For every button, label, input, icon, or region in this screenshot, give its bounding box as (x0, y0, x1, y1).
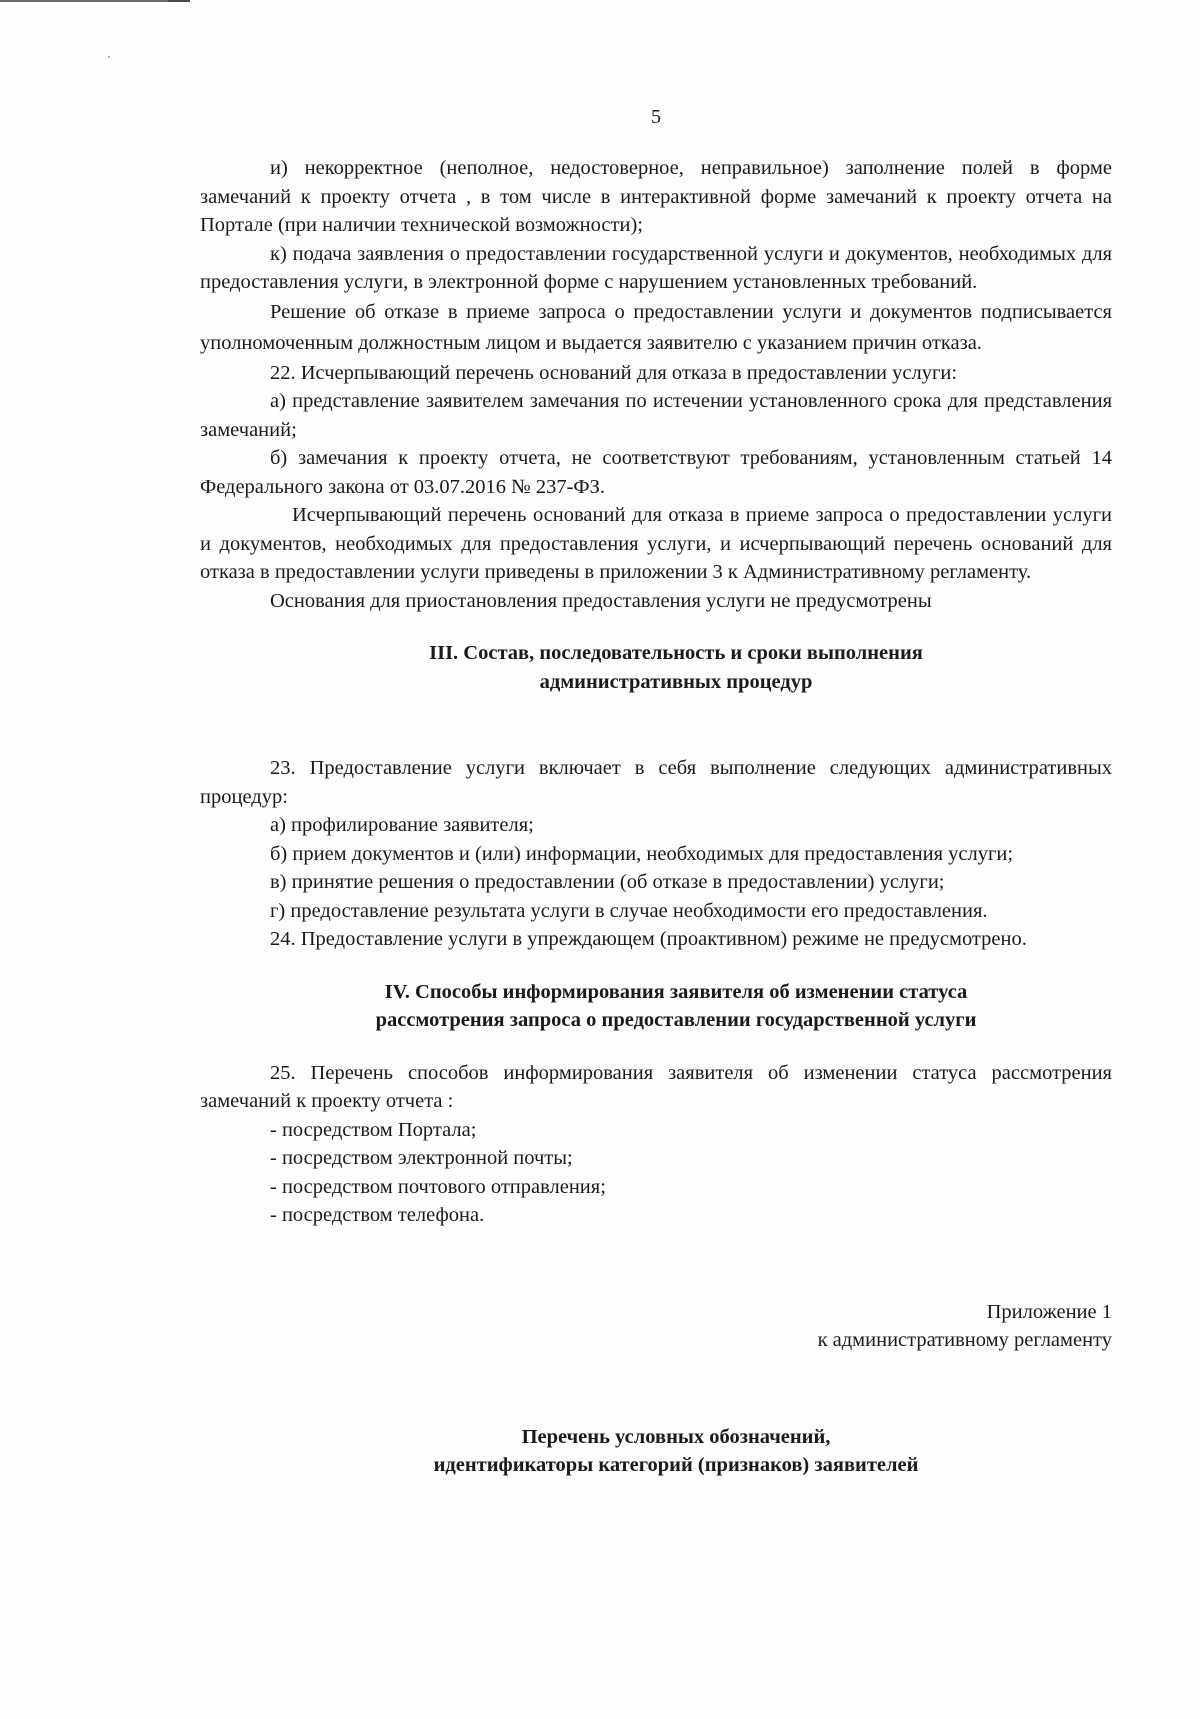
scan-speck (108, 56, 110, 58)
appendix-title-line2: идентификаторы категорий (признаков) заявителей (433, 1454, 919, 1476)
paragraph-22: 22. Исчерпывающий перечень оснований для отказа в предоставлении услуги: (270, 361, 958, 384)
paragraph-23: 23. Предоставление услуги включает в себя выполнение следующих административных процедур: (200, 757, 1112, 808)
paragraph-item-k: к) подача заявления о предоставлении государственной услуги и документов, необходимых для предоставления услуги, в электронной форме с нарушением установленных требований. (200, 242, 1112, 293)
section-3-heading-line1: III. Состав, последовательность и сроки выполнения (429, 642, 923, 664)
paragraph-23-b: б) прием документов и (или) информации, необходимых для предоставления услуги; (270, 842, 1014, 865)
paragraph-22-a: а) представление заявителем замечания по истечении установленного срока для представления замечаний; (200, 390, 1112, 441)
paragraph-23-v: в) принятие решения о предоставлении (об отказе в предоставлении) услуги; (270, 871, 945, 893)
scan-corner-mark (0, 0, 190, 5)
section-3-heading-line2: административных процедур (539, 670, 813, 693)
section-4-heading-line1: IV. Способы информирования заявителя об изменении статуса (384, 980, 968, 1003)
paragraph-suspension: Основания для приостановления предоставления услуги не предусмотрены (270, 589, 932, 612)
page-number: 5 (651, 106, 661, 128)
appendix-title-line1: Перечень условных обозначений, (521, 1425, 831, 1448)
paragraph-24: 24. Предоставление услуги в упреждающем (проактивном) режиме не предусмотрено. (270, 928, 1027, 950)
list-item-email: - посредством электронной почты; (270, 1147, 573, 1169)
paragraph-exhaustive-list: Исчерпывающий перечень оснований для отказа в приеме запроса о предоставлении услуги и документов, необходимых для предоставления услуги, и исчерпывающий перечень оснований для отказа в предоставлении услуги приведены в приложении 3 к Административному регламенту. (200, 504, 1112, 583)
appendix-label: Приложение 1 (986, 1300, 1112, 1323)
paragraph-refusal-decision: Решение об отказе в приеме запроса о предоставлении услуги и документов подписывается уполномоченным должностным лицом и выдается заявителю с указанием причин отказа. (200, 300, 1112, 354)
list-item-phone: - посредством телефона. (270, 1204, 485, 1226)
paragraph-item-i: и) некорректное (неполное, недостоверное, неправильное) заполнение полей в форме замечаний к проекту отчета , в том числе в интерактивной форме замечаний к проекту отчета на Портале (при наличии технической возможности); (200, 157, 1112, 236)
appendix-reference: к административному регламенту (817, 1329, 1112, 1351)
list-item-portal: - посредством Портала; (270, 1118, 477, 1141)
paragraph-23-g: г) предоставление результата услуги в случае необходимости его предоставления. (270, 899, 988, 922)
document-body (200, 154, 1112, 1480)
list-item-post: - посредством почтового отправления; (270, 1175, 606, 1198)
paragraph-22-b: б) замечания к проекту отчета, не соответствуют требованиям, установленным статьей 14 Федерального закона от 03.07.2016 № 237-ФЗ. (200, 447, 1112, 498)
paragraph-25: 25. Перечень способов информирования заявителя об изменении статуса рассмотрения замечаний к проекту отчета : (200, 1061, 1112, 1112)
section-4-heading-line2: рассмотрения запроса о предоставлении государственной услуги (375, 1009, 977, 1031)
paragraph-23-a: а) профилирование заявителя; (270, 814, 534, 836)
